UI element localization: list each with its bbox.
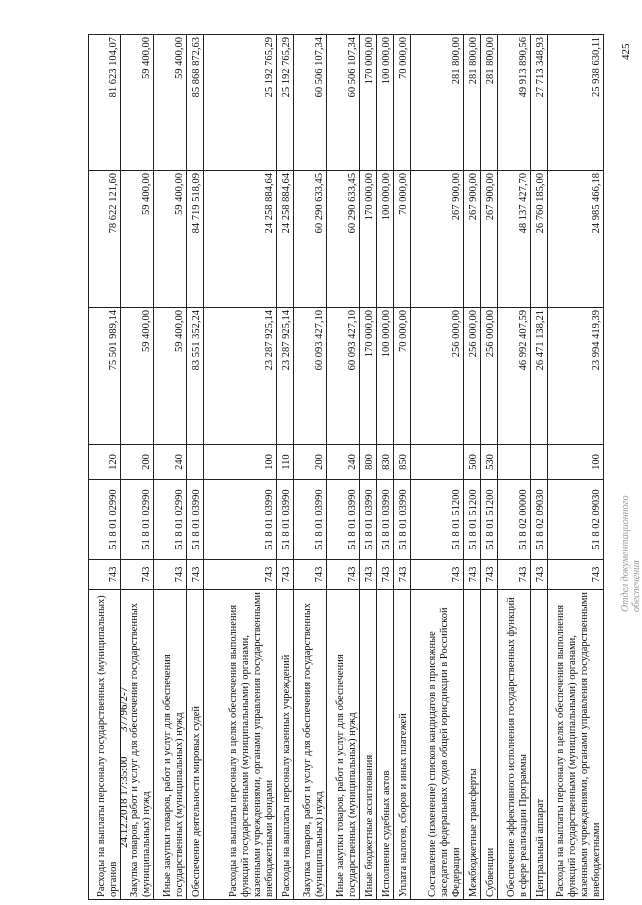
rotated-table-container [88,35,602,900]
row-ved: 743 [187,560,204,590]
row-kcsr: 51 8 02 09030 [531,480,548,560]
table-row [360,35,377,900]
row-sum-2021: 59 400,00 [121,35,154,171]
row-sum-2019: 23 994 419,39 [548,308,604,445]
row-sum-2021: 70 000,00 [394,35,411,171]
row-sum-2021: 59 400,00 [154,35,187,171]
row-ved: 743 [327,560,360,590]
row-sum-2021: 281 800,00 [481,35,498,171]
row-name: Обеспечение эффективного исполнения государственных функций в сфере реализации Программы [498,590,531,900]
row-sum-2019: 75 501 989,14 [89,308,121,445]
table-row [498,35,531,900]
row-vr: 100 [548,445,604,480]
row-sum-2021: 60 506 107,34 [327,35,360,171]
row-sum-2021: 49 913 890,56 [498,35,531,171]
page-number: 425 [620,43,632,60]
row-kcsr: 51 8 01 03990 [360,480,377,560]
row-sum-2020: 24 258 884,64 [204,171,277,308]
row-kcsr: 51 8 02 00000 [498,480,531,560]
row-sum-2020: 170 000,00 [360,171,377,308]
row-sum-2020: 24 258 884,64 [277,171,294,308]
row-vr: 240 [154,445,187,480]
row-sum-2019: 256 000,00 [481,308,498,445]
row-sum-2019: 170 000,00 [360,308,377,445]
table-row [327,35,360,900]
row-vr: 200 [121,445,154,480]
row-sum-2021: 281 800,00 [464,35,481,171]
row-sum-2020: 59 400,00 [121,171,154,308]
table-row [204,35,277,900]
row-name: Центральный аппарат [531,590,548,900]
row-kcsr: 51 8 02 09030 [548,480,604,560]
row-ved: 743 [121,560,154,590]
row-kcsr: 51 8 01 03990 [294,480,327,560]
row-sum-2019: 256 000,00 [411,308,464,445]
budget-table [88,34,604,900]
row-kcsr: 51 8 01 02990 [89,480,121,560]
row-sum-2021: 85 868 872,63 [187,35,204,171]
row-kcsr: 51 8 01 03990 [204,480,277,560]
row-sum-2020: 59 400,00 [154,171,187,308]
row-kcsr: 51 8 01 51200 [411,480,464,560]
row-name: Иные бюджетные ассигнования [360,590,377,900]
row-sum-2019: 60 093 427,10 [294,308,327,445]
row-sum-2019: 46 992 407,59 [498,308,531,445]
row-sum-2020: 78 622 121,60 [89,171,121,308]
row-vr: 800 [360,445,377,480]
row-vr: 110 [277,445,294,480]
row-sum-2021: 27 713 348,93 [531,35,548,171]
row-ved: 743 [277,560,294,590]
row-ved: 743 [360,560,377,590]
row-sum-2019: 59 400,00 [154,308,187,445]
row-ved: 743 [294,560,327,590]
stamp-line-2: обеспечения [631,560,642,612]
row-vr: 200 [294,445,327,480]
row-ved: 743 [377,560,394,590]
table-row [89,35,121,900]
table-row [187,35,204,900]
row-sum-2020: 267 900,00 [411,171,464,308]
footer-date: 24.12.2018 17:35:00 [118,756,130,848]
row-sum-2020: 84 719 518,09 [187,171,204,308]
row-kcsr: 51 8 01 02990 [154,480,187,560]
row-vr [498,445,531,480]
row-kcsr: 51 8 01 03990 [187,480,204,560]
row-name: Иные закупки товаров, работ и услуг для обеспечения государственных (муниципальных) нужд [327,590,360,900]
row-sum-2019: 256 000,00 [464,308,481,445]
table-row [531,35,548,900]
row-vr [187,445,204,480]
row-sum-2019: 23 287 925,14 [204,308,277,445]
table-row [464,35,481,900]
row-kcsr: 51 8 01 02990 [121,480,154,560]
row-sum-2021: 25 192 765,29 [277,35,294,171]
row-sum-2019: 26 471 138,21 [531,308,548,445]
row-name: Составление (изменение) списков кандидатов в присяжные заседатели федеральных судов общей юрисдикции в Российской Федерации [411,590,464,900]
row-name: Уплата налогов, сборов и иных платежей [394,590,411,900]
stamp-line-1: Отдел документационного [620,495,631,612]
row-ved: 743 [464,560,481,590]
table-row [154,35,187,900]
table-row [294,35,327,900]
row-sum-2021: 281 800,00 [411,35,464,171]
table-row [481,35,498,900]
row-sum-2020: 24 985 466,18 [548,171,604,308]
row-vr [411,445,464,480]
table-row [121,35,154,900]
row-sum-2021: 81 623 104,07 [89,35,121,171]
row-sum-2021: 170 000,00 [360,35,377,171]
row-sum-2019: 100 000,00 [377,308,394,445]
row-kcsr: 51 8 01 51200 [464,480,481,560]
row-sum-2019: 23 287 925,14 [277,308,294,445]
row-sum-2020: 48 137 427,70 [498,171,531,308]
footer-code: 37796/2-7 [118,686,130,732]
row-sum-2019: 70 000,00 [394,308,411,445]
row-sum-2020: 267 900,00 [464,171,481,308]
row-ved: 743 [204,560,277,590]
row-sum-2021: 100 000,00 [377,35,394,171]
row-ved: 743 [89,560,121,590]
row-name: Закупка товаров, работ и услуг для обеспечения государственных (муниципальных) нужд [294,590,327,900]
row-vr: 500 [464,445,481,480]
row-kcsr: 51 8 01 03990 [377,480,394,560]
row-name: Субвенции [481,590,498,900]
row-ved: 743 [498,560,531,590]
row-sum-2019: 60 093 427,10 [327,308,360,445]
row-ved: 743 [154,560,187,590]
row-ved: 743 [531,560,548,590]
row-kcsr: 51 8 01 03990 [327,480,360,560]
row-kcsr: 51 8 01 03990 [394,480,411,560]
row-ved: 743 [411,560,464,590]
row-vr: 100 [204,445,277,480]
table-row [411,35,464,900]
table-body [89,35,604,900]
row-sum-2020: 100 000,00 [377,171,394,308]
row-vr: 830 [377,445,394,480]
table-row [394,35,411,900]
row-sum-2021: 60 506 107,34 [294,35,327,171]
row-kcsr: 51 8 01 51200 [481,480,498,560]
row-name: Расходы на выплаты персоналу казенных учреждений [277,590,294,900]
stamp [620,472,642,612]
row-name: Межбюджетные трансферты [464,590,481,900]
row-name: Расходы на выплаты персоналу в целях обеспечения выполнения функций государственными (муниципальными) органами, казенными учреждениями, органами управления государственными внебюджетными [548,590,604,900]
table-row [377,35,394,900]
row-sum-2019: 59 400,00 [121,308,154,445]
row-vr: 530 [481,445,498,480]
row-ved: 743 [394,560,411,590]
row-sum-2020: 60 290 633,45 [294,171,327,308]
row-name: Расходы на выплаты персоналу государственных (муниципальных) органов [89,590,121,900]
row-name: Обеспечение деятельности мировых судей [187,590,204,900]
row-vr: 120 [89,445,121,480]
row-sum-2021: 25 938 630,11 [548,35,604,171]
row-ved: 743 [481,560,498,590]
row-sum-2020: 26 760 185,00 [531,171,548,308]
row-vr [531,445,548,480]
row-name: Исполнение судебных актов [377,590,394,900]
row-name: Закупка товаров, работ и услуг для обеспечения государственных (муниципальных) нужд [121,590,154,900]
row-vr: 240 [327,445,360,480]
row-sum-2021: 25 192 765,29 [204,35,277,171]
row-sum-2020: 267 900,00 [481,171,498,308]
table-row [548,35,604,900]
row-name: Расходы на выплаты персоналу в целях обеспечения выполнения функций государственными (муниципальными) органами, казенными учреждениями, органами управления государственными внебюджетными фондами [204,590,277,900]
table-row [277,35,294,900]
row-vr: 850 [394,445,411,480]
row-sum-2020: 70 000,00 [394,171,411,308]
row-ved: 743 [548,560,604,590]
row-sum-2019: 83 551 352,24 [187,308,204,445]
row-name: Иные закупки товаров, работ и услуг для обеспечения государственных (муниципальных) нужд [154,590,187,900]
row-kcsr: 51 8 01 03990 [277,480,294,560]
row-sum-2020: 60 290 633,45 [327,171,360,308]
